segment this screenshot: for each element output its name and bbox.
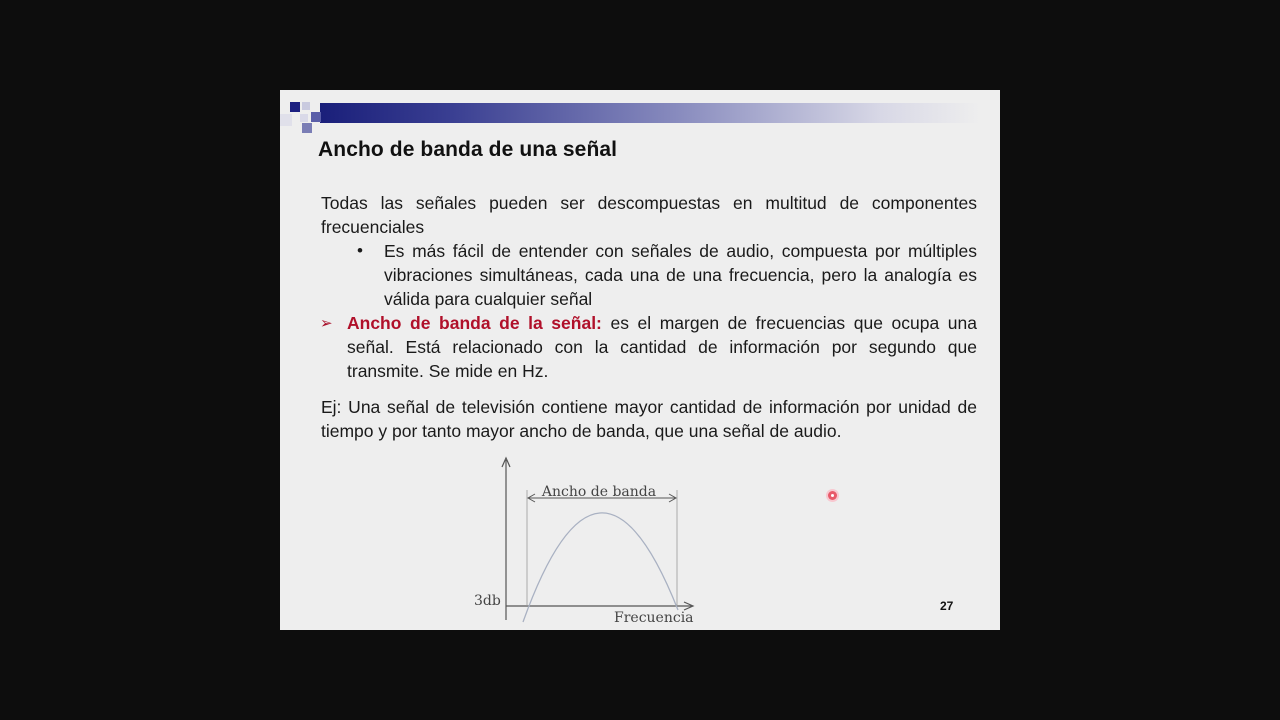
slide: [280, 90, 1000, 630]
arrow-bullet-icon: ➢: [320, 315, 333, 332]
header-decoration-square: [290, 102, 300, 112]
header-decoration-square: [280, 114, 292, 126]
bullet-paragraph: Es más fácil de entender con señales de audio, compuesta por múltiples vibraciones simultáneas, cada una de una frecuencia, pero la analogía es válida para cualquier señal: [384, 241, 977, 309]
definition-term: Ancho de banda de la señal:: [347, 313, 602, 333]
bandwidth-label: Ancho de banda: [541, 484, 657, 500]
header-gradient-bar: [320, 103, 980, 123]
header-decoration-square: [302, 102, 310, 110]
bandwidth-diagram: [470, 450, 710, 628]
slide-title: Ancho de banda de una señal: [318, 138, 618, 161]
header-decoration-square: [302, 123, 312, 133]
y-marker-label: 3db: [474, 593, 501, 609]
x-axis-label: Frecuencia: [614, 610, 694, 626]
pointer-cursor-icon: [828, 491, 837, 500]
intro-paragraph: Todas las señales pueden ser descompuestas en multitud de componentes frecuenciales: [321, 193, 977, 237]
example-paragraph: Ej: Una señal de televisión contiene mayor cantidad de información por unidad de tiempo y por tanto mayor ancho de banda, que una señal de audio.: [321, 397, 977, 441]
page-number: 27: [940, 599, 954, 613]
definition-paragraph: [347, 311, 977, 383]
definition-text: es el margen de frecuencias que ocupa una señal. Está relacionado con la cantidad de información por segundo que transmite. Se mide en Hz.: [347, 313, 977, 381]
header-decoration-square: [300, 114, 308, 122]
header-decoration-square: [311, 112, 321, 122]
bullet-dot-icon: •: [357, 241, 363, 260]
